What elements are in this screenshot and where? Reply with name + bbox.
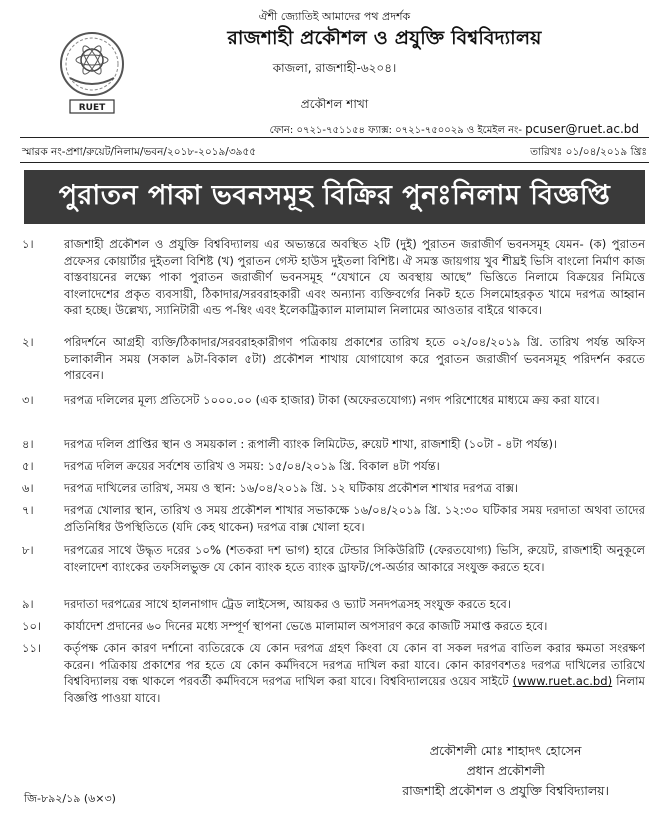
- divider: [20, 162, 649, 163]
- item-text: নিলাম বিজ্ঞপ্তি পাওয়া যাবে।: [64, 674, 645, 705]
- item-text: রাজশাহী প্রকৌশল ও প্রযুক্তি বিশ্ববিদ্যালয় এর অভ্যন্তরে অবস্থিত ২টি (দুই) পুরাতন জরাজীর্ণ ভবনসমূহ যেমন- (ক) পুরাতন প্রফেসর কোয়ার্টার দুইতলা বিশিষ্ট (খ) পুরাতন গেস্ট হাউস দুইতলা বিশিষ্ট। ঐ সমস্ত জায়গায় খুব শীঘ্রই ভিসি বাংলো নির্মাণ কাজ বাস্তবায়নের লক্ষ্যে পাকা পুরাতন জরাজীর্ণ ভবনসমূহ “যেখানে যে অবস্থায় আছে” ভিত্তিতে নিলামে বিক্রয়ের নিমিত্তে বাংলাদেশের প্রকৃত ব্যবসায়ী, ঠিকাদার/সরবরাহকারী এবং অন্যান্য ব্যক্তিবর্গের নিকট হতে সিলমোহরকৃত খামে দরপত্র আহ্বান করা হচ্ছে। উল্লেখ্য, স্যানিটারী এন্ড প-ম্বিং এবং ইলেকট্রিক্যাল মালামাল নিলামের আওতার বাইরে থাকবে।: [64, 237, 645, 318]
- list-item: [22, 596, 645, 618]
- item-number: ১০।: [22, 619, 42, 633]
- signature-block: [402, 741, 609, 801]
- signatory-name: প্রকৌশলী মোঃ শাহাদৎ হোসেন: [429, 743, 582, 758]
- list-item: [22, 542, 645, 596]
- list-item: [22, 392, 645, 436]
- list-item: [22, 502, 645, 542]
- contact-text: ফোন: ০৭২১-৭৫১১৫৪ ফ্যাক্স: ০৭২১-৭৫০০২৯ ও ইমেইল নং-: [269, 125, 522, 136]
- item-text: দরপত্র দাখিলের তারিখ, সময় ও স্থান: ১৬/০৪/২০১৯ খ্রি. ১২ ঘটিকায় প্রকৌশল শাখার দরপত্র বাক্স।: [64, 481, 519, 495]
- notice-date: তারিখঃ ০১/০৪/২০১৯ খ্রিঃ: [530, 146, 647, 158]
- logo-text: RUET: [78, 103, 106, 113]
- email-address: pcuser@ruet.ac.bd: [525, 122, 639, 136]
- item-number: ৮।: [22, 543, 34, 557]
- university-name: রাজশাহী প্রকৌশল ও প্রযুক্তি বিশ্ববিদ্যালয়: [227, 27, 542, 49]
- divider: [20, 137, 649, 138]
- item-text: দরপত্র দলিল ক্রয়ের সর্বশেষ তারিখ ও সময়: ১৫/০৪/২০১৯ খ্রি. বিকাল ৪টা পর্যন্ত।: [64, 459, 440, 473]
- list-item: [22, 436, 645, 458]
- item-text: পরিদর্শনে আগ্রহী ব্যক্তি/ঠিকাদার/সরবরাহকারীগণ পত্রিকায় প্রকাশের তারিখ হতে ০২/০৪/২০১৯ খ্রি. তারিখ পর্যন্ত অফিস চলাকালীন সময় (সকাল ৯টা-বিকাল ৫টা) প্রকৌশল শাখায় যোগাযোগ করে পুরাতন জরাজীর্ণ ভবনসমূহ পরিদর্শন করতে পারবেন।: [64, 335, 645, 383]
- list-item: [22, 618, 645, 640]
- signatory-designation: প্রধান প্রকৌশলী: [466, 763, 545, 778]
- item-number: ৭।: [22, 503, 34, 517]
- motto: ঐশী জ্যোতিই আমাদের পথ প্রদর্শক: [258, 10, 411, 23]
- branch-name: প্রকৌশল শাখা: [300, 97, 369, 111]
- item-number: ১১।: [22, 641, 42, 655]
- item-number: ৪।: [22, 437, 34, 451]
- item-text: দরদাতা দরপত্রের সাথে হালনাগাদ ট্রেড লাইসেন্স, আয়কর ও ভ্যাট সনদপত্রসহ সংযুক্ত করতে হবে।: [64, 597, 511, 611]
- item-text: কার্যাদেশ প্রদানের ৬০ দিনের মধ্যে সম্পূর্ণ স্থাপনা ভেঙে মালামাল অপসারণ করে কাজটি সমাপ্ত করতে হবে।: [64, 619, 548, 633]
- item-number: ৬।: [22, 481, 34, 495]
- item-text: দরপত্র দলিলের মূল্য প্রতিসেট ১০০০.০০ (এক হাজার) টাকা (অফেরতযোগ্য) নগদ পরিশোধের মাধ্যমে ক্রয় করা যাবে।: [64, 393, 600, 407]
- memo-number: স্মারক নং-প্রশা/রুয়েট/নিলাম/ভবন/২০১৮-২০১৯/৩৯৫৫: [22, 146, 257, 158]
- list-item: [22, 236, 645, 334]
- address: কাজলা, রাজশাহী-৬২০৪।: [272, 61, 397, 75]
- notice-items: [22, 236, 645, 714]
- item-text: দরপত্র দলিল প্রাপ্তির স্থান ও সময়কাল : রূপালী ব্যাংক লিমিটেড, রুয়েট শাখা, রাজশাহী (১০টা - ৪টা পর্যন্ত)।: [64, 437, 558, 451]
- item-text: দরপত্র খোলার স্থান, তারিখ ও সময় প্রকৌশল শাখার সভাকক্ষে ১৬/০৪/২০১৯ খ্রি. ১২:৩০ ঘটিকার সময় দরদাতা অথবা তাদের প্রতিনিধির উপস্থিতিতে (যদি কেহ থাকেন) দরপত্র বাক্স খোলা হবে।: [64, 503, 645, 534]
- item-number: ২।: [22, 335, 34, 349]
- website-link[interactable]: (www.ruet.ac.bd): [512, 674, 613, 689]
- reference-code: জি-৮৯২/১৯ (৬×৩): [24, 792, 116, 805]
- list-item: [22, 458, 645, 480]
- item-number: ৯।: [22, 597, 34, 611]
- item-text: কর্তৃপক্ষ কোন কারণ দর্শানো ব্যতিরেকে যে কোন দরপত্র গ্রহণ কিংবা যে কোন বা সকল দরপত্র বাতিল করার ক্ষমতা সংরক্ষণ করেন। পত্রিকায় প্রকাশের পর হতে যে কোন কর্মদিবসে দরপত্র দাখিল করা যাবে। কোন কারণবশতঃ দরপত্র দাখিলের তারিখে বিশ্ববিদ্যালয় বন্ধ থাকলে পরবর্তী কর্মদিবসে দরপত্র দাখিল করা যাবে। বিশ্ববিদ্যালয়ের ওয়েব সাইটে: [64, 641, 645, 689]
- notice-title: পুরাতন পাকা ভবনসমূহ বিক্রির পুনঃনিলাম বিজ্ঞপ্তি: [24, 170, 645, 224]
- item-number: ১।: [22, 237, 34, 251]
- list-item: [22, 480, 645, 502]
- item-number: ৩।: [22, 393, 34, 407]
- signatory-organization: রাজশাহী প্রকৌশল ও প্রযুক্তি বিশ্ববিদ্যালয়।: [402, 783, 609, 798]
- list-item: [22, 334, 645, 392]
- item-number: ৫।: [22, 459, 34, 473]
- item-text: দরপত্রের সাথে উদ্ধৃত দরের ১০% (শতকরা দশ ভাগ) হারে টেন্ডার সিকিউরিটি (ফেরতযোগ্য) ভিসি, রুয়েট, রাজশাহী অনুকূলে বাংলাদেশ ব্যাংকের তফসিলভুক্ত যে কোন ব্যাংক হতে ব্যাংক ড্রাফট/পে-অর্ডার আকারে সংযুক্ত করতে হবে।: [64, 543, 645, 574]
- list-item: [22, 640, 645, 714]
